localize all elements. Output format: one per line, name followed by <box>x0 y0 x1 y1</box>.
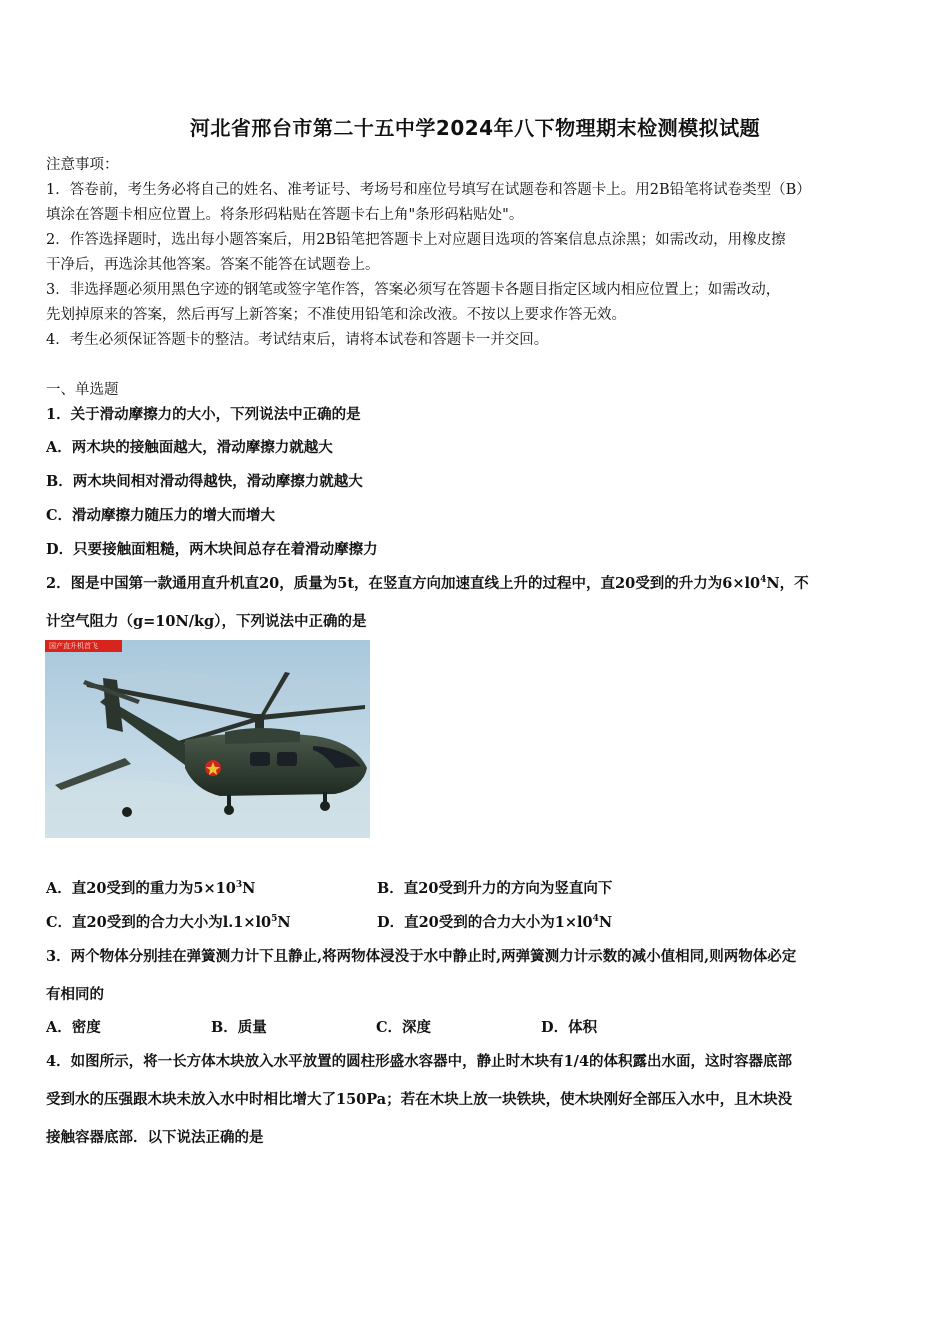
section-heading: 一、单选题 <box>46 382 119 398</box>
q2-option-c <box>46 911 291 932</box>
notice-line: 填涂在答题卡相应位置上。将条形码粘贴在答题卡右上角"条形码粘贴处"。 <box>46 207 524 223</box>
q1-option-d: D．只要接触面粗糙，两木块间总存在着滑动摩擦力 <box>46 541 378 558</box>
image-banner: 国产直升机首飞 <box>45 640 122 652</box>
helicopter-illustration <box>45 640 370 838</box>
option-text: N <box>598 914 613 931</box>
q3-option-d: D．体积 <box>541 1019 598 1036</box>
q3-stem-line2: 有相同的 <box>46 986 104 1003</box>
notice-line: 先划掉原来的答案，然后再写上新答案；不准使用铅笔和涂改液。不按以上要求作答无效。 <box>46 307 626 323</box>
q2-stem-text: 2．图是中国第一款通用直升机直20，质量为5t，在竖直方向加速直线上升的过程中，直20受到的升力为6×l0 <box>46 575 761 592</box>
q3-option-c: C．深度 <box>376 1019 432 1036</box>
q2-option-a <box>46 877 255 898</box>
q2-stem-line1 <box>46 572 809 593</box>
option-text: N <box>242 880 256 897</box>
q3-option-b: B．质量 <box>211 1019 267 1036</box>
option-text: N <box>277 914 291 931</box>
notice-line: 4．考生必须保证答题卡的整洁。考试结束后，请将本试卷和答题卡一并交回。 <box>46 332 549 348</box>
notice-line: 3．非选择题必须用黑色字迹的钢笔或签字笔作答，答案必须写在答题卡各题目指定区域内相应位置上；如需改动， <box>46 282 781 298</box>
notice-line: 干净后，再选涂其他答案。答案不能答在试题卷上。 <box>46 257 380 273</box>
q4-stem-line3: 接触容器底部．以下说法正确的是 <box>46 1129 264 1146</box>
notice-line: 2．作答选择题时，选出每小题答案后，用2B铅笔把答题卡上对应题目选项的答案信息点涂黑；如需改动，用橡皮擦 <box>46 232 786 248</box>
notice-heading: 注意事项： <box>46 157 119 173</box>
exponent: 4 <box>592 914 599 925</box>
exponent: 5 <box>271 914 278 925</box>
q2-stem-exponent: 4 <box>760 575 767 586</box>
q2-stem-line2: 计空气阻力（g=10N/kg），下列说法中正确的是 <box>46 613 367 630</box>
q4-stem-line1: 4．如图所示，将一长方体木块放入水平放置的圆柱形盛水容器中，静止时木块有1/4的体积露出水面，这时容器底部 <box>46 1053 793 1070</box>
page-title: 河北省邢台市第二十五中学2024年八下物理期末检测模拟试题 <box>189 116 761 140</box>
q3-stem-line1: 3．两个物体分别挂在弹簧测力计下且静止,将两物体浸没于水中静止时,两弹簧测力计示数的减小值相同,则两物体必定 <box>46 948 797 965</box>
option-text: D．直20受到的合力大小为1×l0 <box>377 914 593 931</box>
option-text: C．直20受到的合力大小为l.1×l0 <box>46 914 272 931</box>
q1-stem: 1．关于滑动摩擦力的大小，下列说法中正确的是 <box>46 406 361 423</box>
q3-option-a: A．密度 <box>46 1019 101 1036</box>
q4-stem-line2: 受到水的压强跟木块未放入水中时相比增大了150Pa；若在木块上放一块铁块，使木块刚好全部压入水中，且木块没 <box>46 1091 793 1108</box>
notice-line: 1．答卷前，考生务必将自己的姓名、准考证号、考场号和座位号填写在试题卷和答题卡上。用2B铅笔将试卷类型（B） <box>46 182 811 198</box>
q2-option-d <box>377 911 612 932</box>
q1-option-c: C．滑动摩擦力随压力的增大而增大 <box>46 507 276 524</box>
q1-option-a: A．两木块的接触面越大，滑动摩擦力就越大 <box>46 439 333 456</box>
q1-option-b: B．两木块间相对滑动得越快，滑动摩擦力就越大 <box>46 473 363 490</box>
option-text: A．直20受到的重力为5×10 <box>46 880 236 897</box>
q2-option-b: B．直20受到升力的方向为竖直向下 <box>377 880 613 897</box>
helicopter-photo <box>45 640 370 838</box>
q2-stem-text: N，不 <box>766 575 809 592</box>
exponent: 3 <box>235 880 243 891</box>
